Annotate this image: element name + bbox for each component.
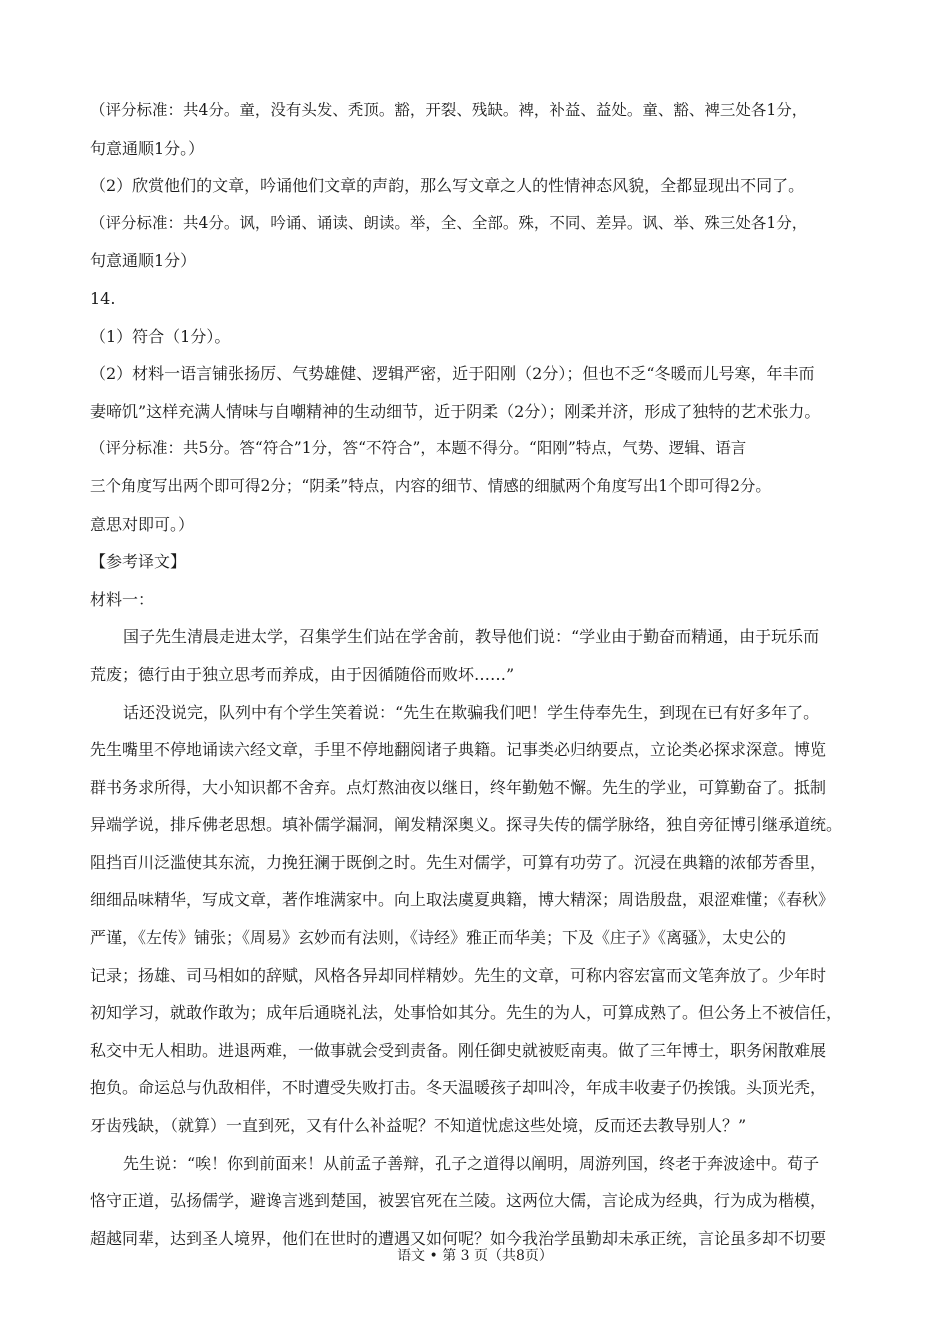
paragraph-line: 国子先生清晨走进太学，召集学生们站在学舍前，教导他们说：“学业由于勤奋而精通，由于玩乐而 [123, 627, 820, 647]
paragraph-line: 异端学说，排斥佛老思想。填补儒学漏洞，阐发精深奥义。探寻失传的儒学脉络，独自旁征博引继承道统。 [90, 815, 843, 835]
page-footer: 语文 • 第 3 页（共8页） [397, 1248, 553, 1264]
paragraph-line: 严谨，《左传》铺张；《周易》玄妙而有法则，《诗经》雅正而华美；下及《庄子》《离骚》，太史公的 [90, 928, 787, 948]
paragraph-line: 先生说：“唉！你到前面来！从前孟子善辩，孔子之道得以阐明，周游列国，终老于奔波途中。荀子 [123, 1153, 820, 1173]
text-line: 三个角度写出两个即可得2分；“阴柔”特点，内容的细节、情感的细腻两个角度写出1个即可得2分。 [90, 476, 771, 495]
text-line: （2）材料一语言铺张扬厉、气势雄健、逻辑严密，近于阳刚（2分）；但也不乏“冬暖而儿号寒，年丰而 [90, 364, 815, 384]
paragraph-line: 私交中无人相助。进退两难，一做事就会受到责备。刚任御史就被贬南夷。做了三年博士，职务闲散难展 [90, 1040, 827, 1060]
paragraph-line: 记录；扬雄、司马相如的辞赋，风格各异却同样精妙。先生的文章，可称内容宏富而文笔奔放了。少年时 [90, 965, 827, 985]
text-line: （评分标准：共4分。讽，吟诵、诵读、朗读。举，全、全部。殊，不同、差异。讽、举、殊三处各1分， [90, 213, 808, 232]
text-line: 意思对即可。） [90, 514, 195, 534]
material-label: 材料一： [90, 589, 155, 609]
paragraph-line: 恪守正道，弘扬儒学，避谗言逃到楚国，被罢官死在兰陵。这两位大儒，言论成为经典，行为成为楷模， [90, 1191, 827, 1211]
text-line: （2）欣赏他们的文章，吟诵他们文章的声韵，那么写文章之人的性情神态风貌，全都显现出不同了。 [90, 176, 805, 196]
paragraph-line: 群书务求所得，大小知识都不舍弃。点灯熬油夜以继日，终年勤勉不懈。先生的学业，可算勤奋了。抵制 [90, 777, 827, 797]
document-body [90, 92, 860, 1257]
paragraph-line: 先生嘴里不停地诵读六经文章，手里不停地翻阅诸子典籍。记事类必归纳要点，立论类必探求深意。博览 [90, 740, 827, 760]
text-line: （评分标准：共4分。童，没有头发、秃顶。豁，开裂、残缺。裨，补益、益处。童、豁、裨三处各1分， [90, 101, 808, 119]
question-number: 14. [90, 288, 116, 308]
paragraph-line: 阻挡百川泛滥使其东流，力挽狂澜于既倒之时。先生对儒学，可算有功劳了。沉浸在典籍的浓郁芳香里， [90, 852, 827, 872]
paragraph-line: 超越同辈，达到圣人境界，他们在世时的遭遇又如何呢？如今我治学虽勤却未承正统，言论虽多却不切要 [90, 1228, 827, 1248]
paragraph-line: 话还没说完，队列中有个学生笑着说：“先生在欺骗我们吧！学生侍奉先生，到现在已有好多年了。 [123, 702, 820, 722]
paragraph-line: 牙齿残缺，（就算）一直到死，又有什么补益呢？不知道忧虑这些处境，反而还去教导别人？” [90, 1116, 747, 1136]
text-line: 句意通顺1分） [90, 251, 197, 271]
text-line: （1）符合（1分）。 [90, 326, 231, 346]
section-heading: 【参考译文】 [90, 552, 187, 572]
text-line: 妻啼饥”这样充满人情味与自嘲精神的生动细节，近于阴柔（2分）；刚柔并济，形成了独特的艺术张力。 [90, 401, 821, 421]
paragraph-line: 初知学习，就敢作敢为；成年后通晓礼法，处事恰如其分。先生的为人，可算成熟了。但公务上不被信任， [90, 1003, 843, 1023]
paragraph-line: 荒废；德行由于独立思考而养成，由于因循随俗而败坏……” [90, 664, 515, 684]
paragraph-line: 细细品味精华，写成文章，著作堆满家中。向上取法虞夏典籍，博大精深；周诰殷盘，艰涩难懂；《春秋》 [90, 890, 835, 910]
text-line: （评分标准：共5分。答“符合”1分，答“不符合”，本题不得分。“阳刚”特点，气势、逻辑、语言 [90, 439, 747, 458]
paragraph-line: 抱负。命运总与仇敌相伴，不时遭受失败打击。冬天温暖孩子却叫冷，年成丰收妻子仍挨饿。头顶光秃， [90, 1078, 827, 1098]
text-line: 句意通顺1分。） [90, 138, 205, 158]
